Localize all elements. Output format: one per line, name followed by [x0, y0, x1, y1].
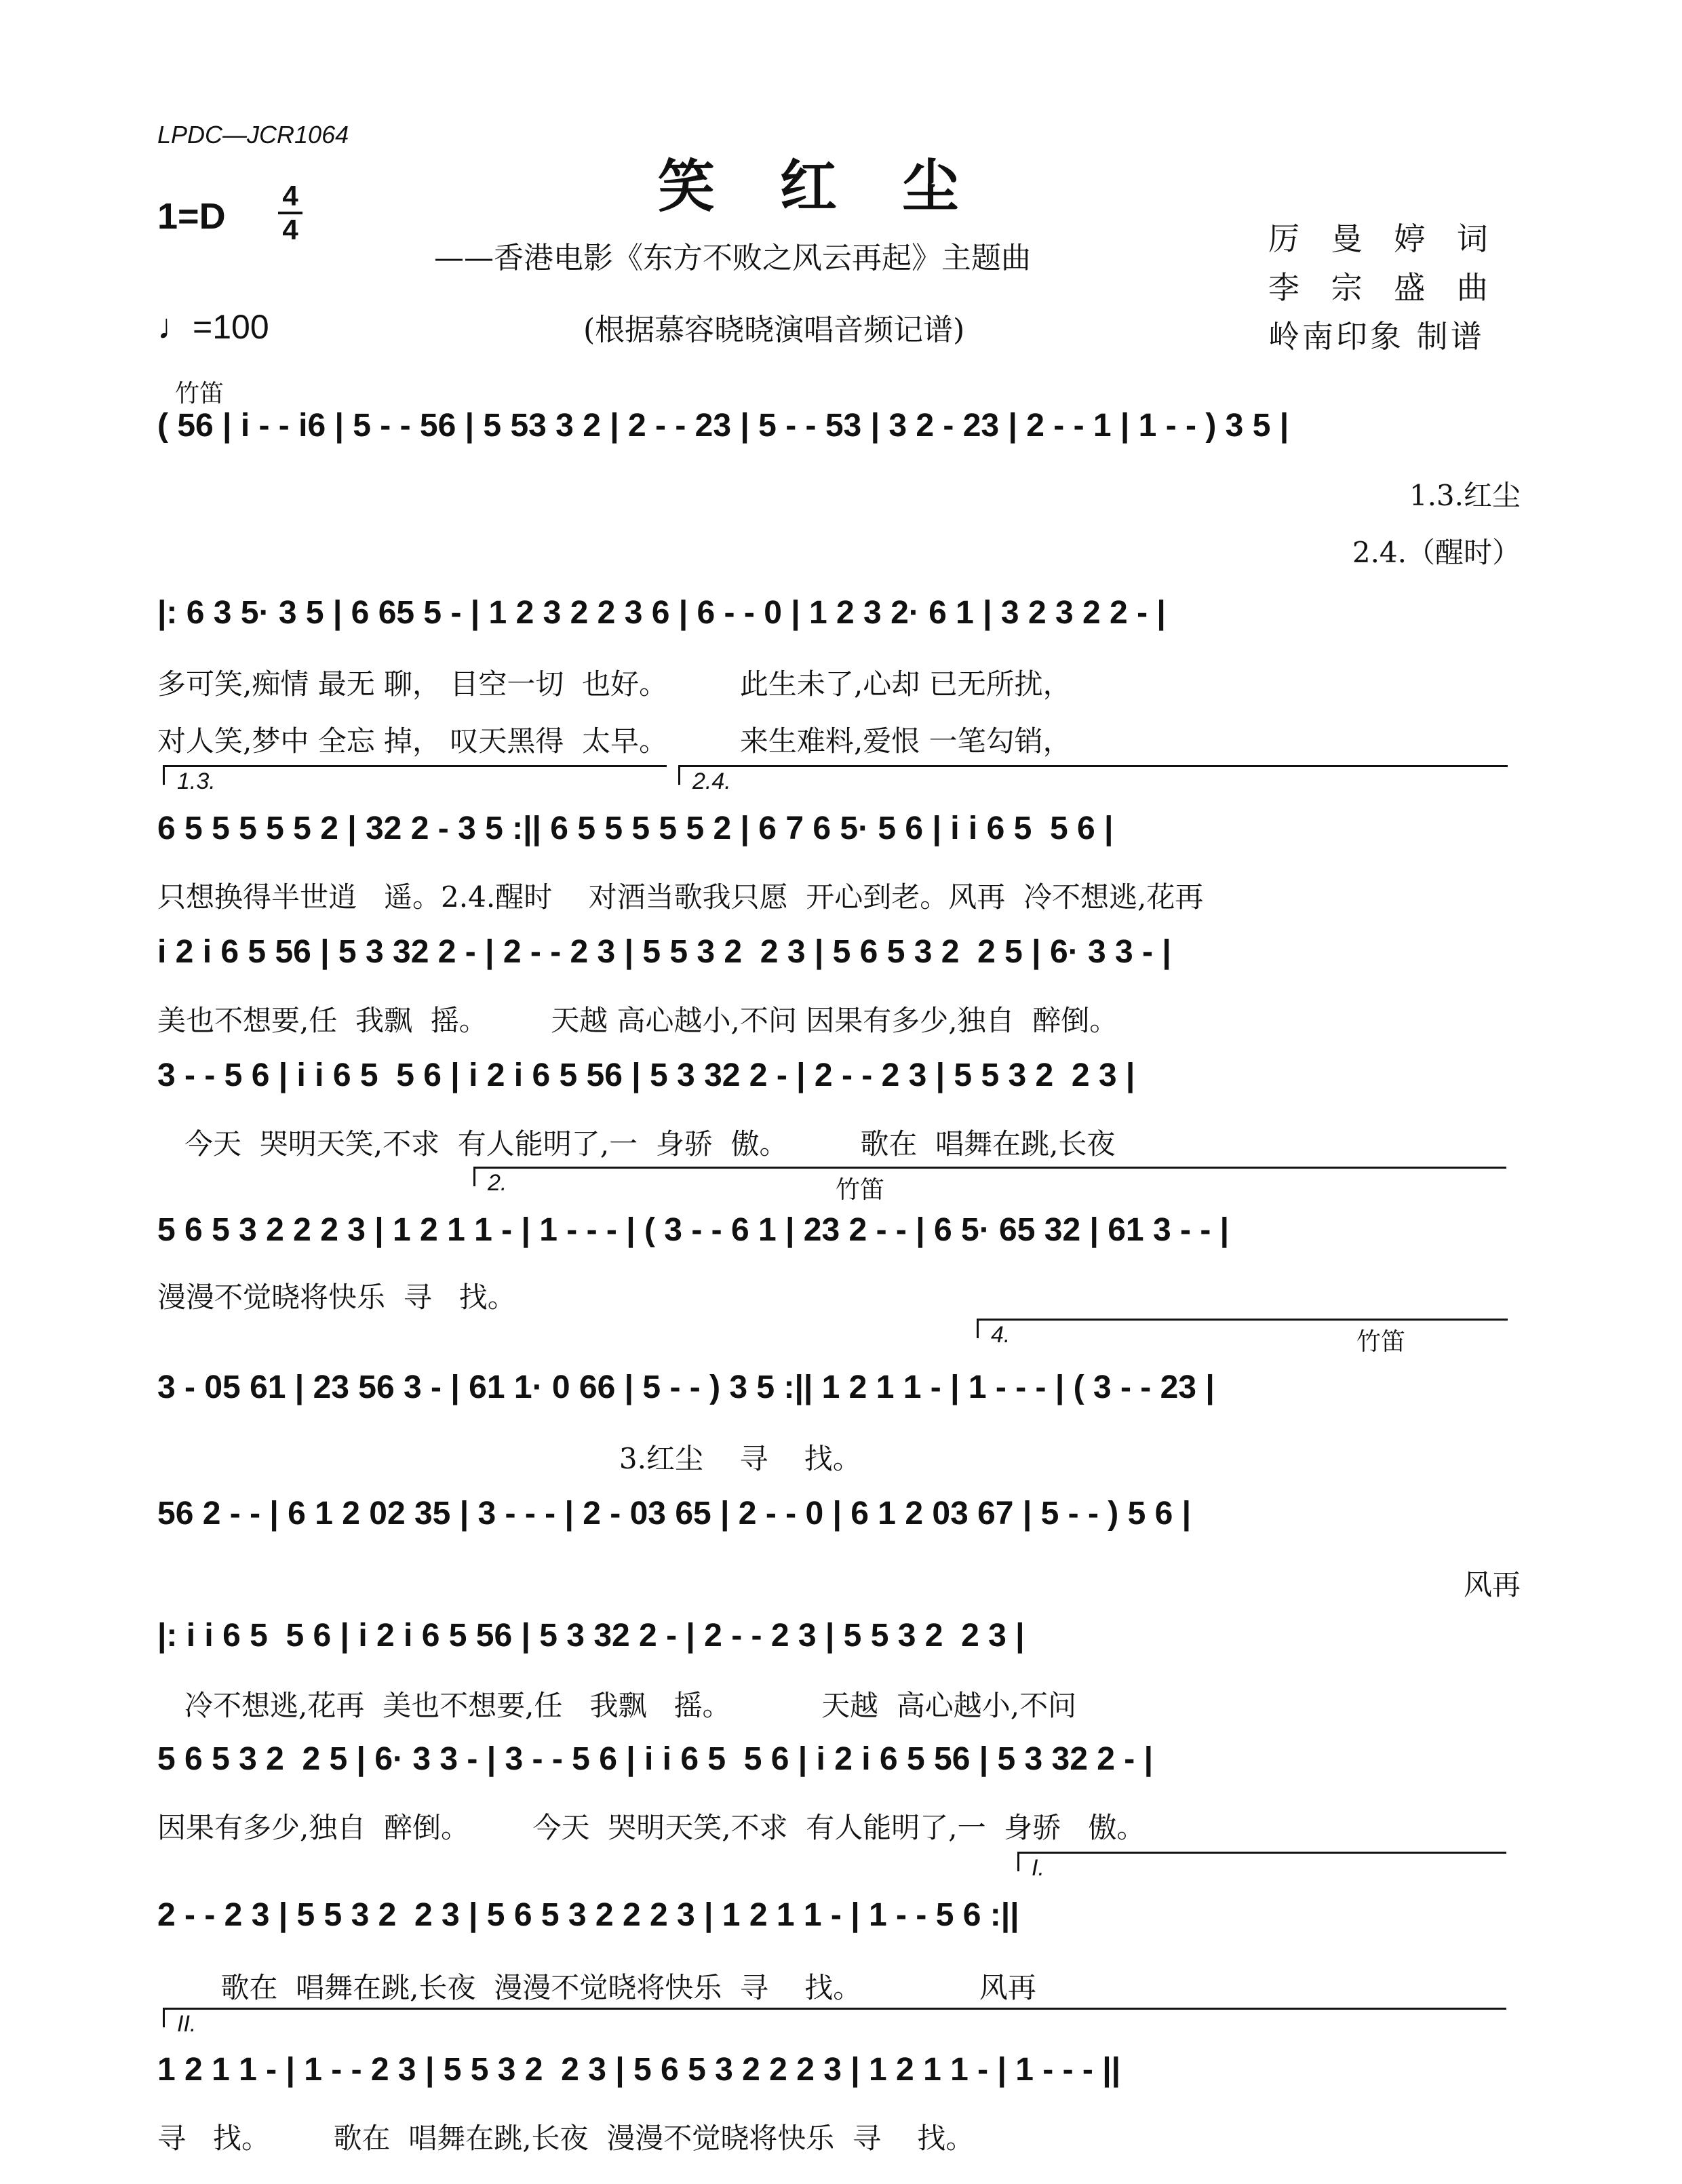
lyric-row-2a: 多可笑,痴情 最无 聊， 目空一切 也好。 此生未了,心却 已无所扰， [157, 667, 1072, 701]
volta-1-3: 1.3. [163, 765, 667, 785]
lyric-row-3: 只想换得半世逍 遥。2.4.醒时 对酒当歌我只愿 开心到老。风再 冷不想逃,花再 [157, 880, 1204, 914]
staff-row-8: 56 2 - - | 6 1 2 02 35 | 3 - - - | 2 - 03 65 | 2 - - 0 | 6 1 2 03 67 | 5 - - ) 5 6 | [157, 1496, 1192, 1532]
staff-row-12: 1 2 1 1 - | 1 - - 2 3 | 5 5 3 2 2 3 | 5 6 5 3 2 2 2 3 | 1 2 1 1 - | 1 - - - || [157, 2052, 1121, 2088]
staff-row-3: 6 5 5 5 5 5 2 | 32 2 - 3 5 :|| 6 5 5 5 5 5 2 | 6 7 6 5· 5 6 | i i 6 5 5 6 | [157, 811, 1114, 846]
staff-row-7: 3 - 05 61 | 23 56 3 - | 61 1· 0 66 | 5 - - ) 3 5 :|| 1 2 1 1 - | 1 - - - | ( 3 - - 23 | [157, 1369, 1215, 1405]
key-signature: 1=D [157, 196, 226, 237]
composer-credit: 李 宗 盛 曲 [1268, 269, 1499, 306]
time-top: 4 [282, 180, 298, 212]
volta-2: 2. [473, 1167, 1506, 1186]
lyric-row-1b: 2.4.（醒时） [1352, 536, 1521, 569]
transcription-source: (根据慕容晓晓演唱音频记谱) [583, 313, 965, 347]
arranger-credit: 岭南印象 制谱 [1268, 318, 1485, 355]
lyric-row-10: 因果有多少,独自 醉倒。 今天 哭明天笑,不求 有人能明了,一 身骄 傲。 [157, 1811, 1146, 1844]
staff-row-10: 5 6 5 3 2 2 5 | 6· 3 3 - | 3 - - 5 6 | i i 6 5 5 6 | i 2 i 6 5 56 | 5 3 32 2 - | [157, 1741, 1154, 1777]
lyric-row-12: 寻 找。 歌在 唱舞在跳,长夜 漫漫不觉晓将快乐 寻 找。 [157, 2122, 975, 2155]
instrument-label-2: 竹笛 [836, 1176, 885, 1204]
lyric-row-7: 3.红尘 寻 找。 [157, 1442, 861, 1475]
song-title: 笑红尘 [657, 153, 1024, 220]
lyric-row-4: 美也不想要,任 我飘 摇。 天越 高心越小,不问 因果有多少,独自 醉倒。 [157, 1004, 1118, 1037]
lyric-row-6: 漫漫不觉晓将快乐 寻 找。 [157, 1281, 516, 1314]
tempo-mark: ♩=100 [157, 307, 269, 347]
staff-row-1: ( 56 | i - - i6 | 5 - - 56 | 5 53 3 2 | 2 - - 23 | 5 - - 53 | 3 2 - 23 | 2 - - 1 | 1 - - ) 3 5 | [157, 408, 1289, 444]
lyric-row-5: 今天 哭明天笑,不求 有人能明了,一 身骄 傲。 歌在 唱舞在跳,长夜 [157, 1127, 1116, 1161]
lyric-row-8: 风再 [1463, 1568, 1521, 1601]
lyricist-credit: 厉 曼 婷 词 [1268, 220, 1499, 257]
volta-II: II. [163, 2008, 1506, 2027]
lyric-row-1a: 1.3.红尘 [1409, 479, 1521, 512]
staff-row-4: i 2 i 6 5 56 | 5 3 32 2 - | 2 - - 2 3 | 5 5 3 2 2 3 | 5 6 5 3 2 2 5 | 6· 3 3 - | [157, 934, 1171, 970]
quarter-note-icon: ♩ [157, 307, 193, 347]
staff-row-6: 5 6 5 3 2 2 2 3 | 1 2 1 1 - | 1 - - - | ( 3 - - 6 1 | 23 2 - - | 6 5· 65 32 | 61 3 - - | [157, 1212, 1230, 1248]
time-bottom: 4 [282, 214, 298, 246]
subtitle: ——香港电影《东方不败之风云再起》主题曲 [434, 241, 1031, 275]
lyric-row-2b: 对人笑,梦中 全忘 掉， 叹天黑得 太早。 来生难料,爱恨 一笔勾销， [157, 724, 1072, 758]
time-signature [278, 182, 302, 244]
instrument-label-3: 竹笛 [1356, 1328, 1406, 1356]
volta-I: I. [1017, 1852, 1506, 1871]
staff-row-5: 3 - - 5 6 | i i 6 5 5 6 | i 2 i 6 5 56 | 5 3 32 2 - | 2 - - 2 3 | 5 5 3 2 2 3 | [157, 1057, 1135, 1093]
score-code: LPDC—JCR1064 [157, 121, 349, 149]
staff-row-11: 2 - - 2 3 | 5 5 3 2 2 3 | 5 6 5 3 2 2 2 3 | 1 2 1 1 - | 1 - - 5 6 :|| [157, 1897, 1019, 1933]
lyric-row-9: 冷不想逃,花再 美也不想要,任 我飘 摇。 天越 高心越小,不问 [157, 1689, 1077, 1722]
staff-row-9: |: i i 6 5 5 6 | i 2 i 6 5 56 | 5 3 32 2 - | 2 - - 2 3 | 5 5 3 2 2 3 | [157, 1618, 1025, 1654]
instrument-label: 竹笛 [175, 380, 224, 408]
volta-4: 4. [977, 1319, 1508, 1338]
lyric-row-11: 歌在 唱舞在跳,长夜 漫漫不觉晓将快乐 寻 找。 风再 [157, 1971, 1036, 2004]
volta-2-4: 2.4. [678, 765, 1508, 785]
staff-row-2: |: 6 3 5· 3 5 | 6 65 5 - | 1 2 3 2 2 3 6 | 6 - - 0 | 1 2 3 2· 6 1 | 3 2 3 2 2 - | [157, 595, 1166, 631]
